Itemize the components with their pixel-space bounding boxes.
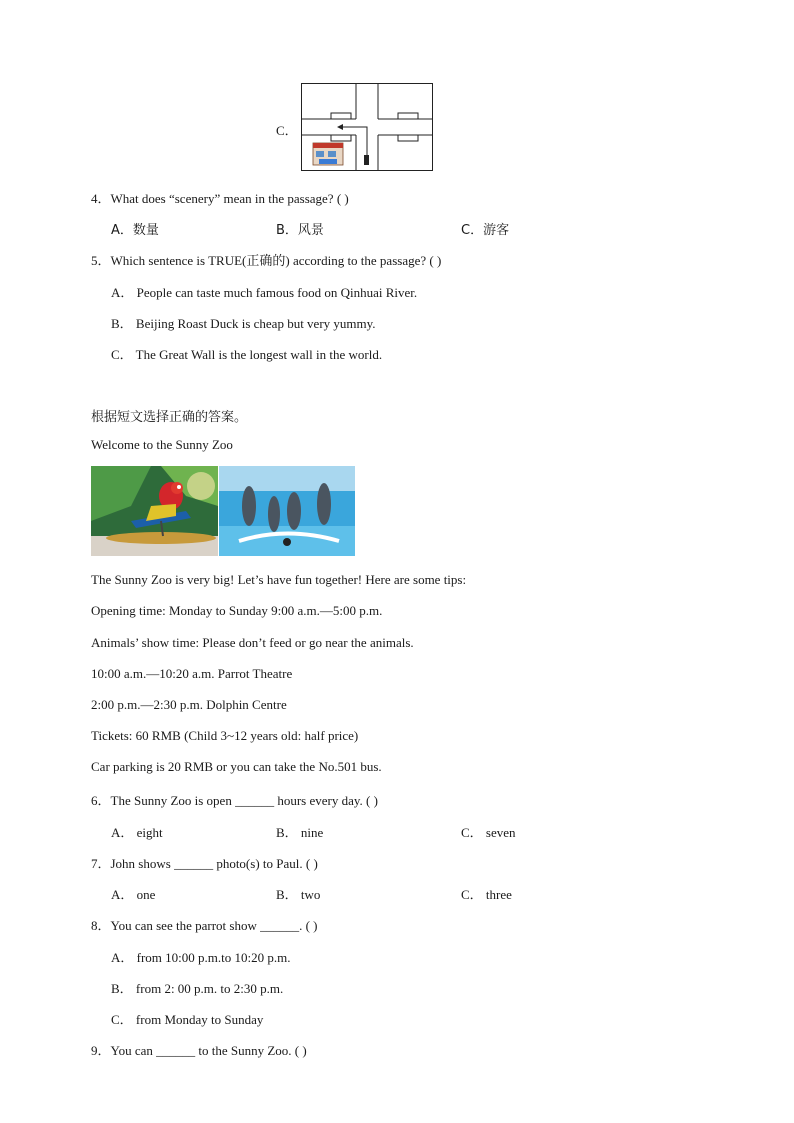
passage-title: Welcome to the Sunny Zoo xyxy=(91,437,233,452)
passage-line: Animals’ show time: Please don’t feed or go near the animals. xyxy=(91,635,414,650)
passage-line: Tickets: 60 RMB (Child 3~12 years old: half price) xyxy=(91,728,359,743)
q5-option-a[interactable]: A． People can taste much famous food on Qinhuai River. xyxy=(111,285,418,300)
passage-line: Car parking is 20 RMB or you can take the No.501 bus. xyxy=(91,759,382,774)
question-9-stem: 9．You can ______ to the Sunny Zoo. ( ) xyxy=(91,1043,307,1058)
passage-line: The Sunny Zoo is very big! Let’s have fun together! Here are some tips: xyxy=(91,572,467,587)
dolphin-photo xyxy=(219,466,355,556)
question-5-stem: 5．Which sentence is TRUE(正确的) according to the passage? ( ) xyxy=(91,253,442,268)
q8-option-b[interactable]: B． from 2: 00 p.m. to 2:30 p.m. xyxy=(111,981,284,996)
q3-option-c-label: C． xyxy=(276,123,298,138)
q8-option-c[interactable]: C． from Monday to Sunday xyxy=(111,1012,264,1027)
q6-option-a[interactable]: A． eight xyxy=(111,825,163,840)
question-7-stem: 7．John shows ______ photo(s) to Paul. ( ) xyxy=(91,856,318,871)
passage-line: 2:00 p.m.—2:30 p.m. Dolphin Centre xyxy=(91,697,287,712)
question-4-stem: 4．What does “scenery” mean in the passage? ( ) xyxy=(91,191,349,206)
question-8-stem: 8．You can see the parrot show ______. ( ) xyxy=(91,918,318,933)
q4-option-b[interactable]: B．风景 xyxy=(276,223,324,238)
q5-option-c[interactable]: C． The Great Wall is the longest wall in the world. xyxy=(111,347,383,362)
q7-option-a[interactable]: A． one xyxy=(111,887,156,902)
q3-option-c-map xyxy=(301,83,433,171)
q6-option-b[interactable]: B． nine xyxy=(276,825,324,840)
passage-line: Opening time: Monday to Sunday 9:00 a.m.—5:00 p.m. xyxy=(91,603,383,618)
q7-option-c[interactable]: C． three xyxy=(461,887,512,902)
q4-option-a[interactable]: A．数量 xyxy=(111,223,159,238)
section-instruction: 根据短文选择正确的答案。 xyxy=(91,410,248,425)
parrot-photo xyxy=(91,466,218,556)
question-6-stem: 6．The Sunny Zoo is open ______ hours every day. ( ) xyxy=(91,793,378,808)
q8-option-a[interactable]: A． from 10:00 p.m.to 10:20 p.m. xyxy=(111,950,291,965)
passage-line: 10:00 a.m.—10:20 a.m. Parrot Theatre xyxy=(91,666,293,681)
shop-icon xyxy=(313,143,343,165)
q6-option-c[interactable]: C． seven xyxy=(461,825,516,840)
q4-option-c[interactable]: C．游客 xyxy=(461,223,510,238)
q5-option-b[interactable]: B． Beijing Roast Duck is cheap but very yummy. xyxy=(111,316,376,331)
q7-option-b[interactable]: B． two xyxy=(276,887,321,902)
